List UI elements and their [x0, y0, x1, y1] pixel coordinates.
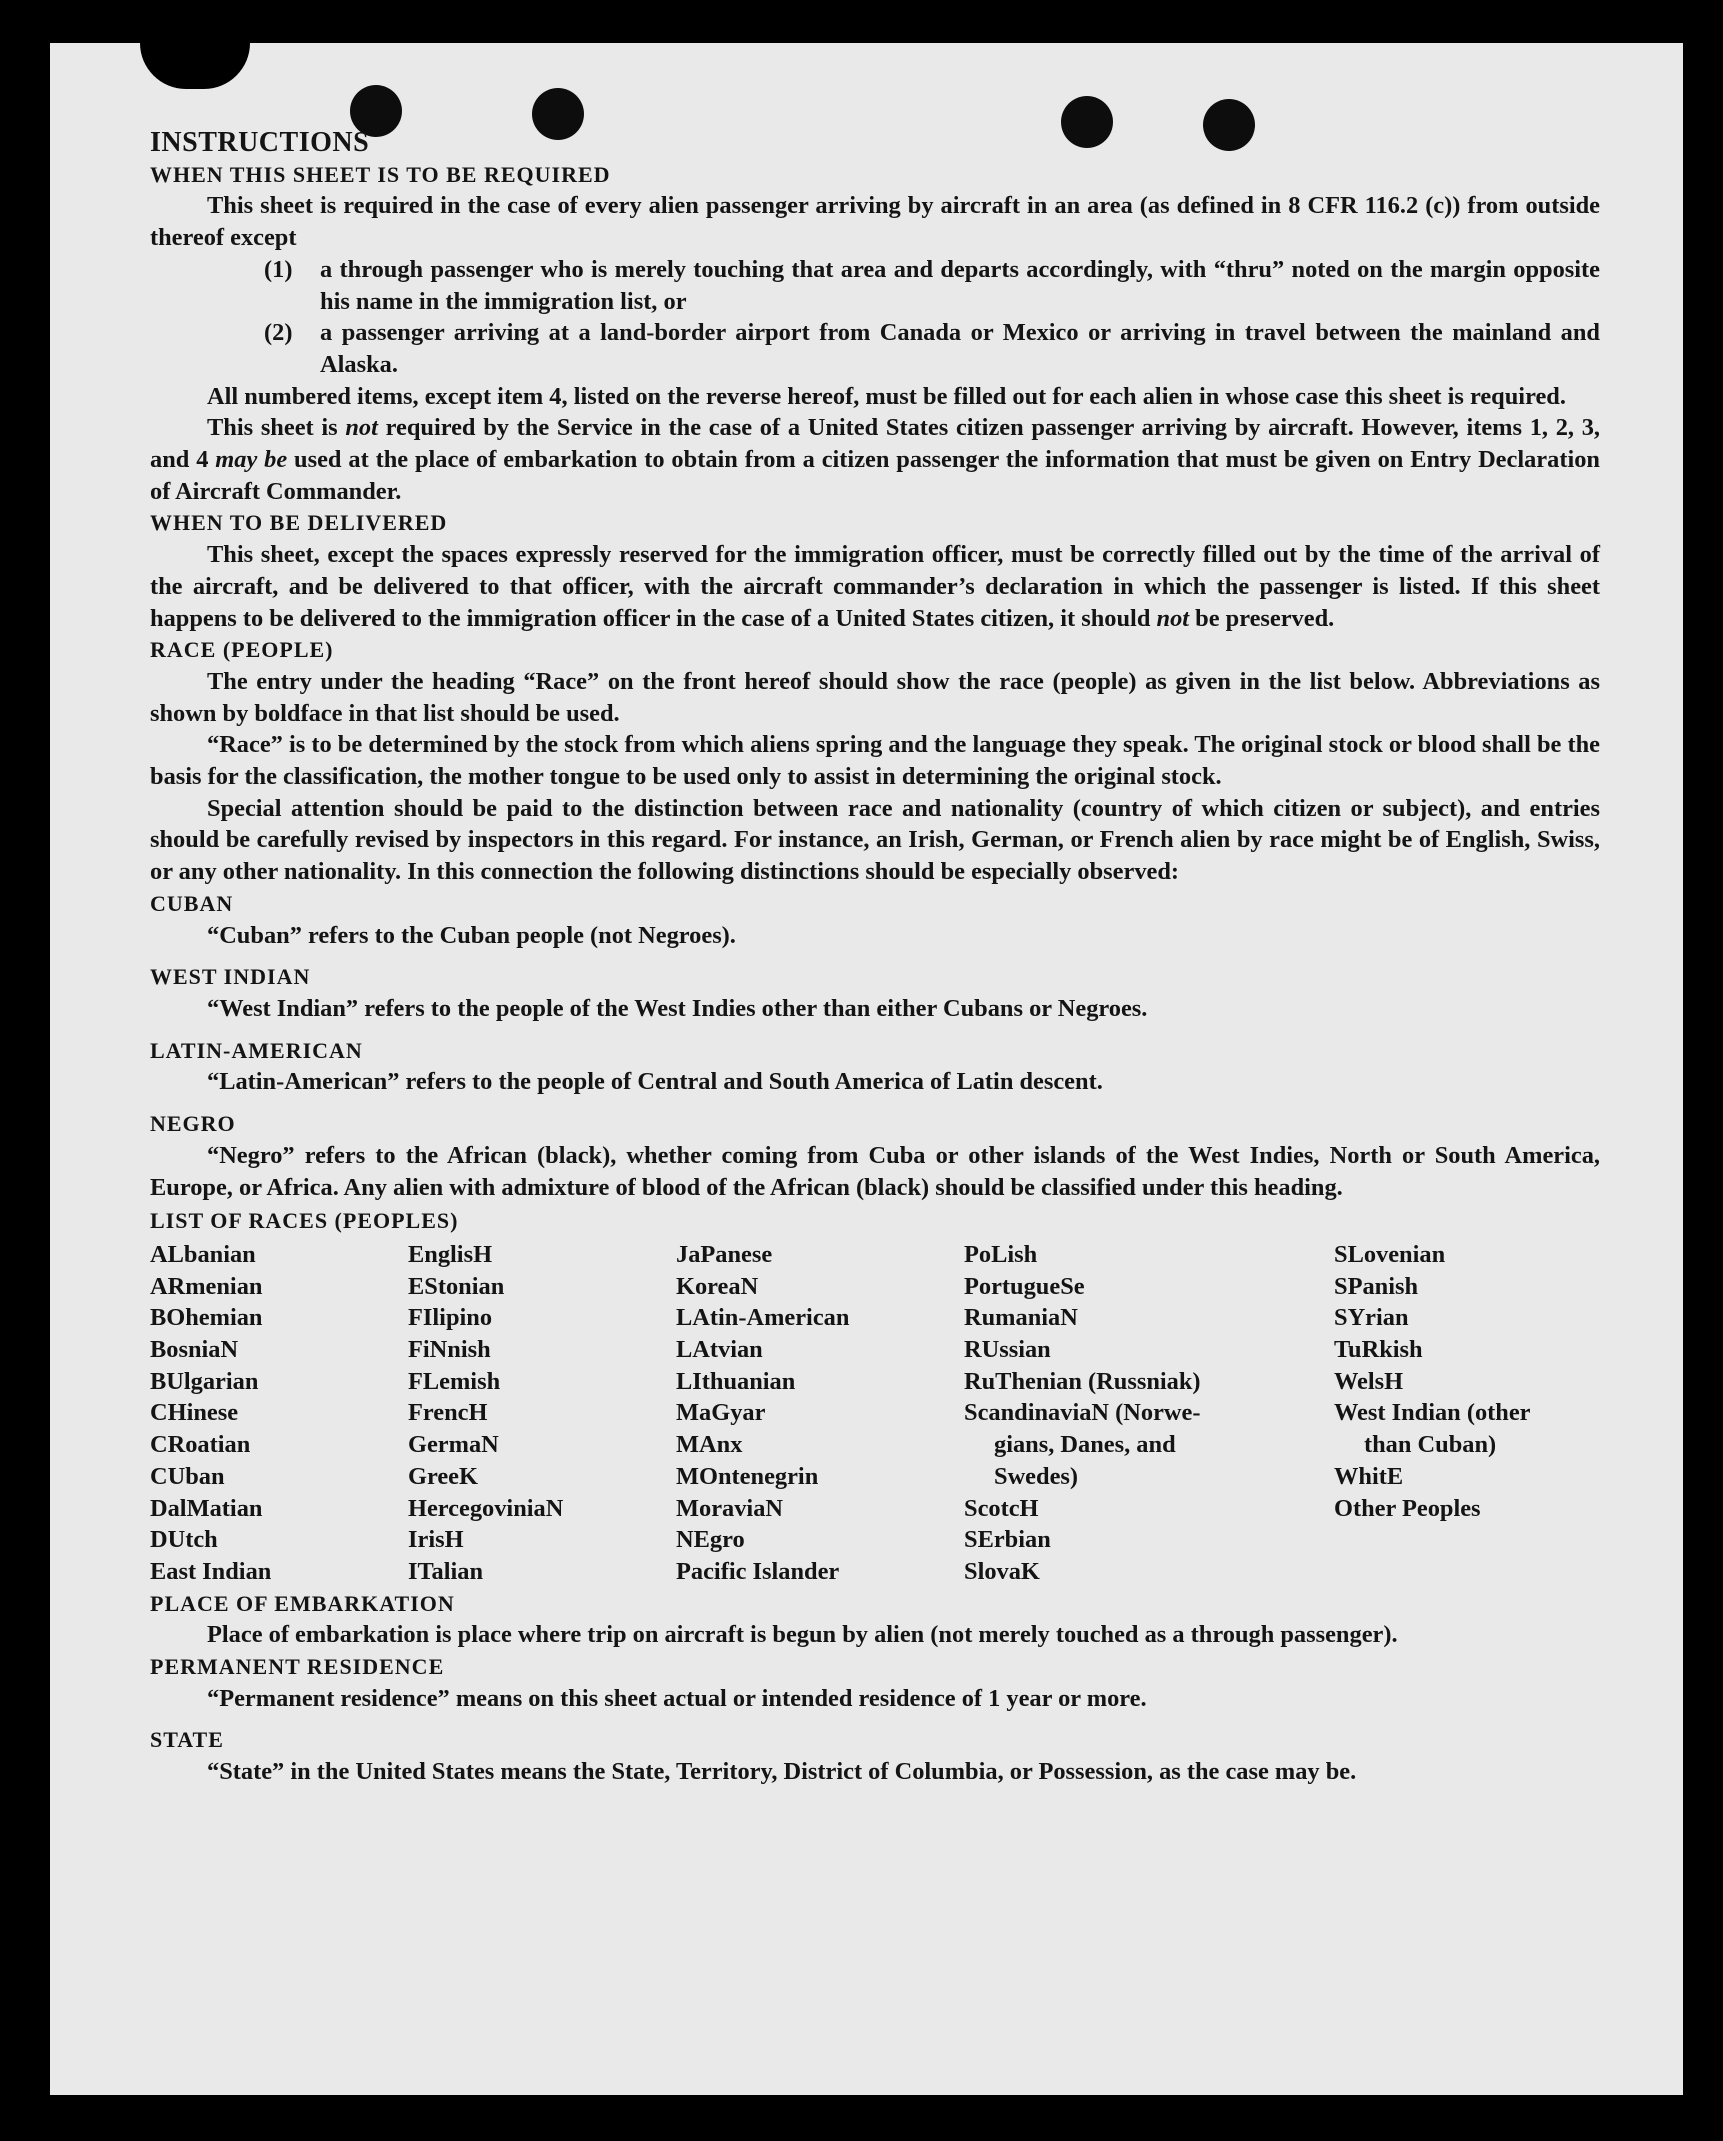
race-entry: KoreaN — [676, 1272, 759, 1300]
section-heading-residence: PERMANENT RESIDENCE — [150, 1654, 445, 1680]
race-entry: RUssian — [964, 1336, 1051, 1364]
race-entry: SErbian — [964, 1526, 1051, 1554]
document-sheet — [50, 43, 1683, 2095]
section-heading-race: RACE (PEOPLE) — [150, 637, 334, 663]
race-entry: West Indian (other — [1334, 1399, 1531, 1427]
race-list — [150, 1239, 1600, 1588]
race-entry: FiNnish — [408, 1336, 491, 1364]
race-entry: gians, Danes, and — [994, 1431, 1176, 1459]
torn-corner — [140, 43, 250, 89]
race-entry: CRoatian — [150, 1431, 251, 1459]
race-entry: Other Peoples — [1334, 1494, 1481, 1522]
item-number: (2) — [264, 319, 293, 347]
race-column — [408, 1239, 676, 1588]
race-entry: MAnx — [676, 1431, 743, 1459]
paragraph: This sheet is required in the case of every alien passenger arriving by aircraft in an area (as defined in 8 CFR 116.2 (c)) from outside thereof except — [150, 192, 1600, 252]
section-heading-latin-american: LATIN-AMERICAN — [150, 1037, 363, 1063]
race-entry: FLemish — [408, 1367, 501, 1395]
paragraph: Special attention should be paid to the distinction between race and nationality (country of which citizen or subject), and entries should be carefully revised by inspectors in this regard. For instance, an Irish, German, or French alien by race might be of English, Swiss, or any other nationality. In this connection the following distinctions should be especially observed: — [150, 794, 1600, 886]
item-text: a through passenger who is merely touching that area and departs accordingly, with “thru” noted on the margin opposite his name in the immigration list, or — [320, 255, 1600, 315]
race-entry: TuRkish — [1334, 1336, 1423, 1364]
page-title: INSTRUCTIONS — [150, 127, 370, 158]
race-entry: ScotcH — [964, 1494, 1039, 1522]
section-heading-embarkation: PLACE OF EMBARKATION — [150, 1590, 455, 1616]
race-entry: LAtin-American — [676, 1304, 850, 1332]
paragraph: All numbered items, except item 4, listed on the reverse hereof, must be filled out for each alien in whose case this sheet is required. — [207, 382, 1566, 410]
race-entry: ScandinaviaN (Norwe- — [964, 1399, 1201, 1427]
race-entry: DUtch — [150, 1526, 218, 1554]
list-item — [264, 254, 1600, 317]
race-entry: GreeK — [408, 1462, 478, 1490]
paragraph: “State” in the United States means the State, Territory, District of Columbia, or Possession, as the case may be. — [207, 1758, 1357, 1786]
race-entry: East Indian — [150, 1557, 272, 1585]
race-entry: SLovenian — [1334, 1240, 1446, 1268]
race-entry: GermaN — [408, 1431, 499, 1459]
paragraph: “Cuban” refers to the Cuban people (not Negroes). — [207, 921, 736, 949]
paragraph: “Latin-American” refers to the people of Central and South America of Latin descent. — [207, 1068, 1103, 1096]
paragraph: “West Indian” refers to the people of the West Indies other than either Cubans or Negroes. — [207, 994, 1148, 1022]
race-entry: MaGyar — [676, 1399, 766, 1427]
race-entry: NEgro — [676, 1526, 745, 1554]
race-entry: FIlipino — [408, 1304, 493, 1332]
instructions-text — [150, 127, 1600, 1788]
paragraph: “Permanent residence” means on this sheet actual or intended residence of 1 year or more. — [207, 1684, 1147, 1712]
paragraph: This sheet is not required by the Service in the case of a United States citizen passenger arriving by aircraft. However, items 1, 2, 3, and 4 may be used at the place of embarkation to obtain from a citizen passenger the information that must be given on Entry Declaration of Aircraft Commander. — [150, 414, 1600, 505]
section-heading-state: STATE — [150, 1727, 224, 1753]
race-entry: HercegoviniaN — [408, 1494, 564, 1522]
race-entry: MoraviaN — [676, 1494, 784, 1522]
list-item — [264, 317, 1600, 380]
race-entry: ARmenian — [150, 1272, 263, 1300]
race-column — [1334, 1239, 1600, 1588]
race-entry: PoLish — [964, 1240, 1038, 1268]
race-entry: PortugueSe — [964, 1272, 1085, 1300]
item-number: (1) — [264, 255, 293, 283]
race-entry: BOhemian — [150, 1304, 263, 1332]
race-column — [150, 1239, 408, 1588]
section-heading-list-of-races: LIST OF RACES (PEOPLES) — [150, 1208, 459, 1234]
race-entry: JaPanese — [676, 1240, 773, 1268]
race-entry: MOntenegrin — [676, 1462, 819, 1490]
race-entry: LIthuanian — [676, 1367, 796, 1395]
race-entry: than Cuban) — [1364, 1431, 1497, 1459]
race-column — [964, 1239, 1334, 1588]
race-entry: CHinese — [150, 1399, 239, 1427]
paragraph: “Negro” refers to the African (black), whether coming from Cuba or other islands of the West Indies, North or South America, Europe, or Africa. Any alien with admixture of blood of the African (black) should be classified under this heading. — [150, 1141, 1600, 1201]
race-entry: IrisH — [408, 1526, 464, 1554]
race-entry: Pacific Islander — [676, 1557, 840, 1585]
section-heading-when-required: WHEN THIS SHEET IS TO BE REQUIRED — [150, 161, 611, 187]
race-entry: BosniaN — [150, 1336, 239, 1364]
race-entry: WelsH — [1334, 1367, 1404, 1395]
race-entry: EnglisH — [408, 1240, 493, 1268]
race-entry: SPanish — [1334, 1272, 1419, 1300]
section-heading-west-indian: WEST INDIAN — [150, 964, 311, 990]
race-entry: WhitE — [1334, 1462, 1404, 1490]
race-entry: ALbanian — [150, 1240, 256, 1268]
race-entry: DalMatian — [150, 1494, 263, 1522]
race-entry: EStonian — [408, 1272, 505, 1300]
paragraph: The entry under the heading “Race” on the front hereof should show the race (people) as given in the list below. Abbreviations as shown by boldface in that list should be used. — [150, 667, 1600, 727]
race-entry: Swedes) — [994, 1462, 1079, 1490]
section-heading-negro: NEGRO — [150, 1111, 236, 1137]
paragraph: This sheet, except the spaces expressly reserved for the immigration officer, must be correctly filled out by the time of the arrival of the aircraft, and be delivered to that officer, with the aircraft commander’s declaration in which the passenger is listed. If this sheet happens to be delivered to the immigration officer in the case of a United States citizen, it should not be preserved. — [150, 541, 1600, 632]
race-entry: SlovaK — [964, 1557, 1040, 1585]
section-heading-when-delivered: WHEN TO BE DELIVERED — [150, 510, 448, 536]
section-heading-cuban: CUBAN — [150, 890, 234, 916]
race-entry: LAtvian — [676, 1336, 763, 1364]
paragraph: “Race” is to be determined by the stock from which aliens spring and the language they speak. The original stock or blood shall be the basis for the classification, the mother tongue to be used only to assist in determining the original stock. — [150, 731, 1600, 791]
race-entry: RumaniaN — [964, 1304, 1078, 1332]
race-entry: RuThenian (Russniak) — [964, 1367, 1201, 1395]
race-entry: CUban — [150, 1462, 225, 1490]
paragraph: Place of embarkation is place where trip on aircraft is begun by alien (not merely touched as a through passenger). — [207, 1621, 1398, 1649]
race-entry: FrencH — [408, 1399, 488, 1427]
race-column — [676, 1239, 964, 1588]
race-entry: BUlgarian — [150, 1367, 259, 1395]
item-text: a passenger arriving at a land-border airport from Canada or Mexico or arriving in travel between the mainland and Alaska. — [320, 319, 1600, 378]
race-entry: SYrian — [1334, 1304, 1409, 1332]
race-entry: ITalian — [408, 1557, 484, 1585]
